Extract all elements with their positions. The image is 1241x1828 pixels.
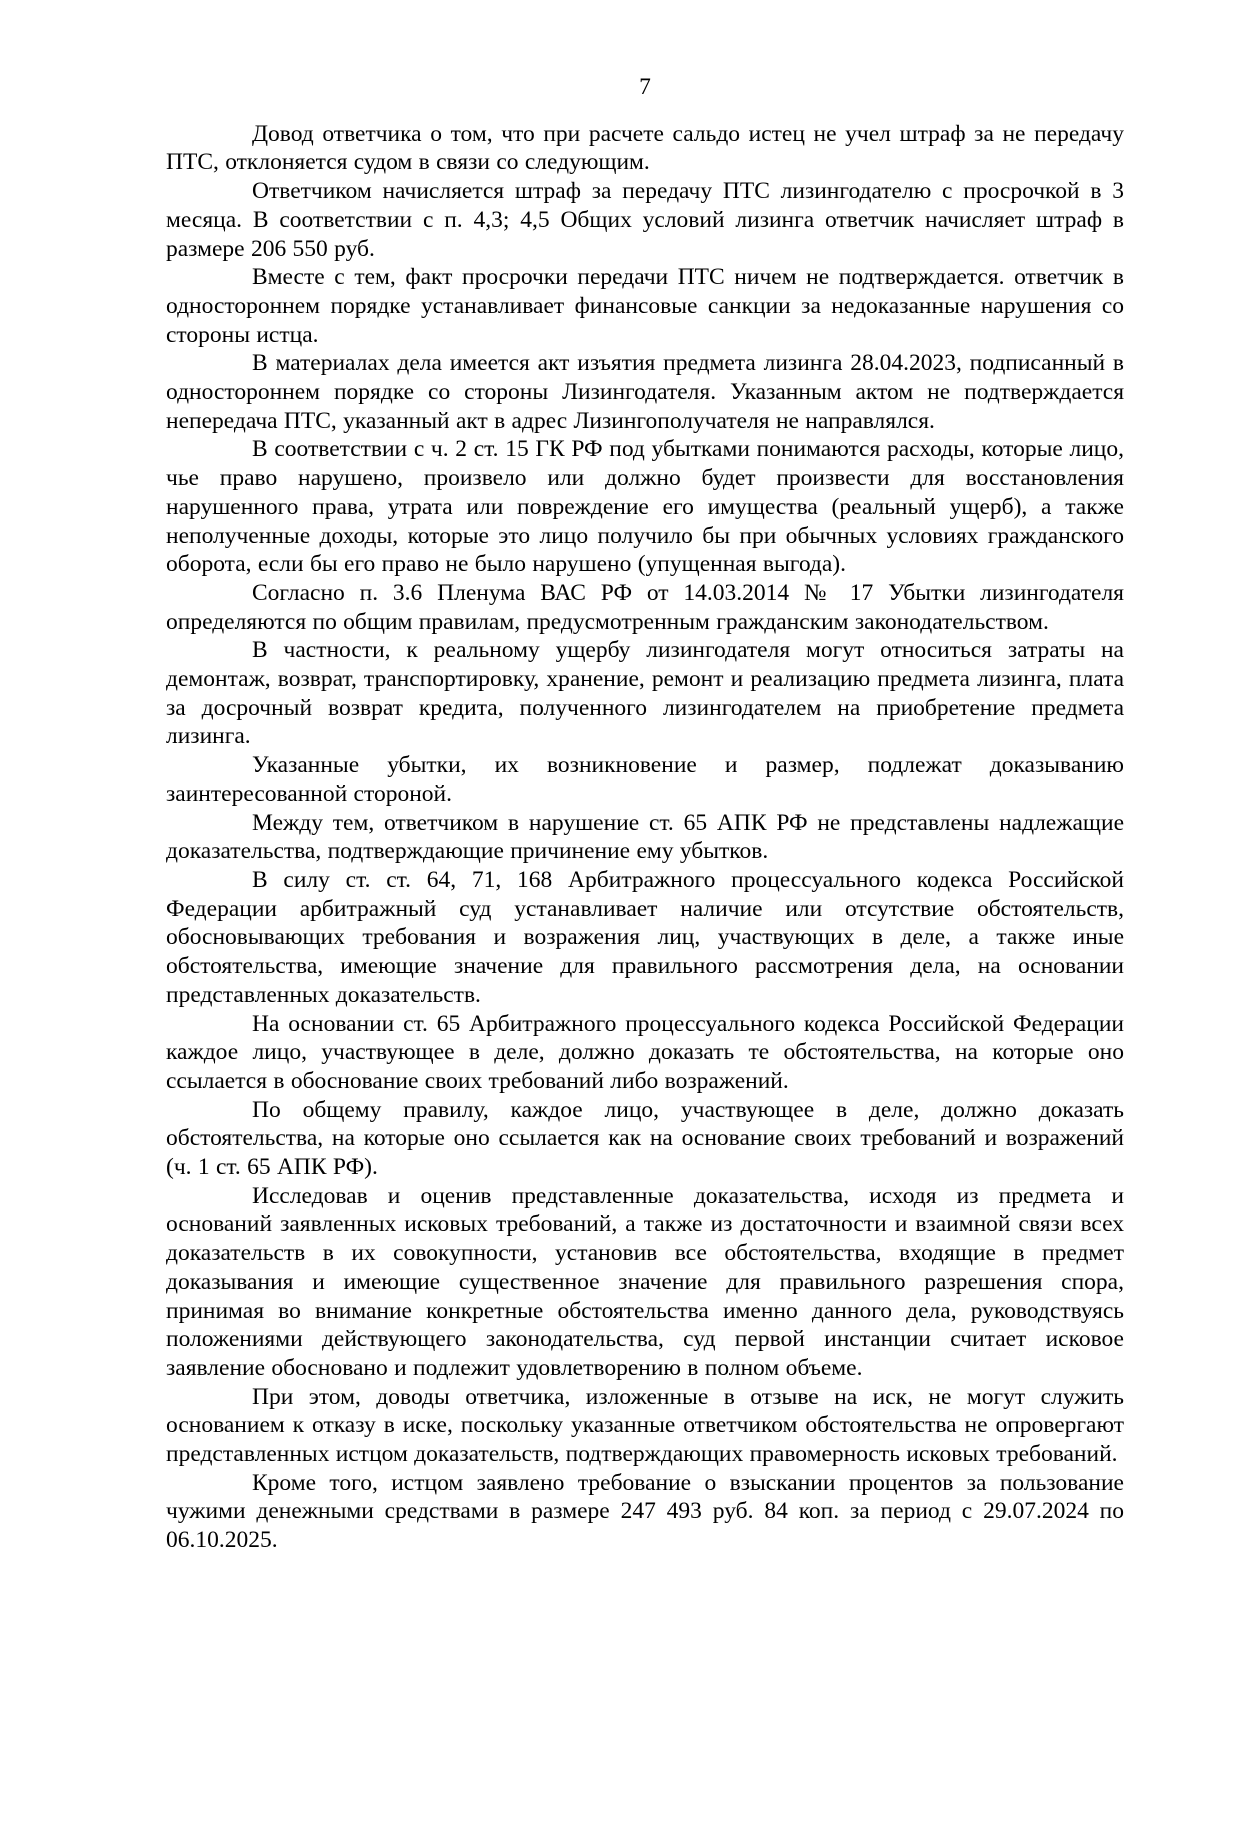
paragraph: Исследовав и оценив представленные доказательства, исходя из предмета и оснований заявленных исковых требований, а также из достаточности и взаимной связи всех доказательств в их совокупности, установив все обстоятельства, входящие в предмет доказывания и имеющие существенное значение для правильного разрешения спора, принимая во внимание конкретные обстоятельства именно данного дела, руководствуясь положениями действующего законодательства, суд первой инстанции считает исковое заявление обосновано и подлежит удовлетворению в полном объеме. xyxy=(166,1182,1124,1381)
document-page xyxy=(0,73,1241,1828)
paragraph: Вместе с тем, факт просрочки передачи ПТС ничем не подтверждается. ответчик в одностороннем порядке устанавливает финансовые санкции за недоказанные нарушения со стороны истца. xyxy=(166,264,1124,348)
paragraph: В частности, к реальному ущербу лизингодателя могут относиться затраты на демонтаж, возврат, транспортировку, хранение, ремонт и реализацию предмета лизинга, плата за досрочный возврат кредита, полученного лизингодателем на приобретение предмета лизинга. xyxy=(166,637,1124,750)
paragraph: При этом, доводы ответчика, изложенные в отзыве на иск, не могут служить основанием к отказу в иске, поскольку указанные ответчиком обстоятельства не опровергают представленных истцом доказательств, подтверждающих правомерность исковых требований. xyxy=(166,1383,1124,1468)
paragraph: На основании ст. 65 Арбитражного процессуального кодекса Российской Федерации каждое лицо, участвующее в деле, должно доказать те обстоятельства, на которые оно ссылается в обоснование своих требований либо возражений. xyxy=(166,1010,1124,1094)
paragraph: Указанные убытки, их возникновение и размер, подлежат доказыванию заинтересованной стороной. xyxy=(166,752,1124,807)
paragraph: Согласно п. 3.6 Пленума ВАС РФ от 14.03.2014 № 17 Убытки лизингодателя определяются по общим правилам, предусмотренным гражданским законодательством. xyxy=(166,579,1124,635)
paragraph: Довод ответчика о том, что при расчете сальдо истец не учел штраф за не передачу ПТС, отклоняется судом в связи со следующим. xyxy=(166,120,1124,176)
paragraph: В силу ст. ст. 64, 71, 168 Арбитражного процессуального кодекса Российской Федерации арбитражный суд устанавливает наличие или отсутствие обстоятельств, обосновывающих требования и возражения лиц, участвующих в деле, а также иные обстоятельства, имеющие значение для правильного рассмотрения дела, на основании представленных доказательств. xyxy=(166,866,1124,1008)
paragraph: В материалах дела имеется акт изъятия предмета лизинга 28.04.2023, подписанный в одностороннем порядке со стороны Лизингодателя. Указанным актом не подтверждается непередача ПТС, указанный акт в адрес Лизингополучателя не направлялся. xyxy=(166,350,1124,434)
document-content xyxy=(166,120,1124,1555)
page-number: 7 xyxy=(639,74,651,100)
paragraph: По общему правилу, каждое лицо, участвующее в деле, должно доказать обстоятельства, на которые оно ссылается как на основание своих требований и возражений (ч. 1 ст. 65 АПК РФ). xyxy=(166,1096,1124,1181)
paragraph: Ответчиком начисляется штраф за передачу ПТС лизингодателю с просрочкой в 3 месяца. В соответствии с п. 4,3; 4,5 Общих условий лизинга ответчик начисляет штраф в размере 206 550 руб. xyxy=(166,178,1124,262)
paragraph: Между тем, ответчиком в нарушение ст. 65 АПК РФ не представлены надлежащие доказательства, подтверждающие причинение ему убытков. xyxy=(166,809,1124,865)
paragraph: В соответствии с ч. 2 ст. 15 ГК РФ под убытками понимаются расходы, которые лицо, чье право нарушено, произвело или должно будет произвести для восстановления нарушенного права, утрата или повреждение его имущества (реальный ущерб), а также неполученные доходы, которые это лицо получило бы при обычных условиях гражданского оборота, если бы его право не было нарушено (упущенная выгода). xyxy=(166,436,1124,578)
paragraph: Кроме того, истцом заявлено требование о взыскании процентов за пользование чужими денежными средствами в размере 247 493 руб. 84 коп. за период с 29.07.2024 по 06.10.2025. xyxy=(166,1469,1124,1554)
